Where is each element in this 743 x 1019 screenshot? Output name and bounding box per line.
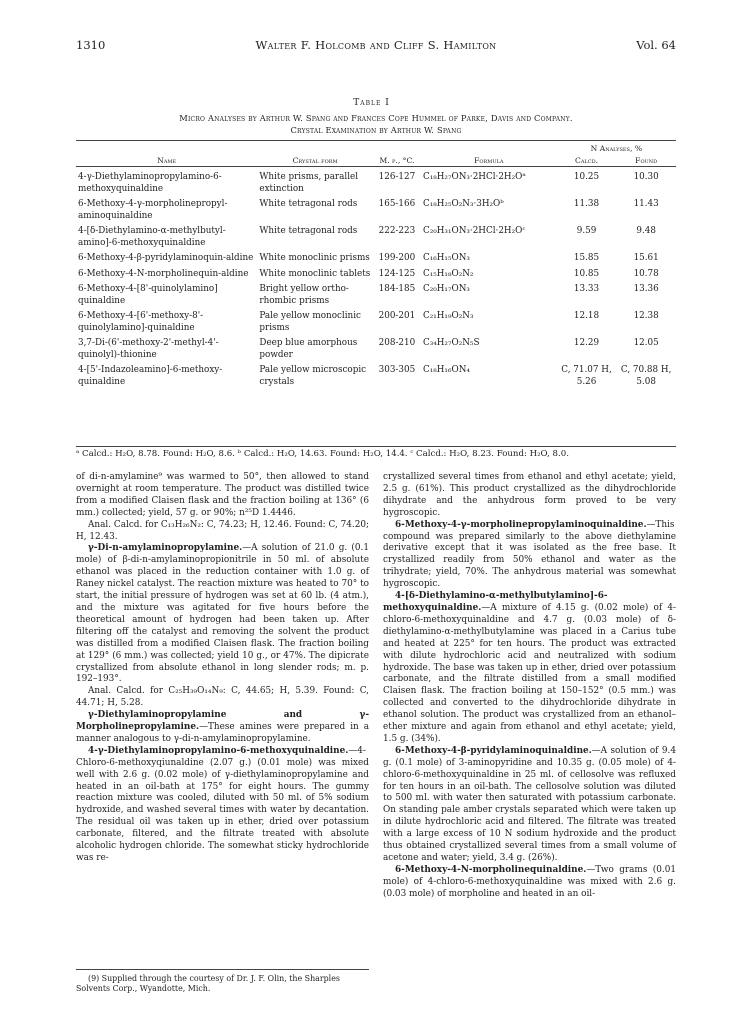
table-caption [76,112,676,136]
table-row [76,307,676,334]
cell-name: 6-Methoxy-4-[6'-methoxy-8'-quinolylamino]-quinaldine [78,311,204,333]
col-header-n-analyses: N Analyses, % [590,144,643,153]
running-header [76,38,676,54]
paragraph [76,746,369,865]
cell-found: 12.38 [633,311,659,321]
cell-name: 6-Methoxy-4-γ-morpholinepropyl-aminoquinaldine [78,199,228,221]
table-row [76,361,676,388]
cell-name: 4-[5'-Indazoleamino]-6-methoxy-quinaldine [78,365,223,387]
cell-crystal-form: White monoclinic prisms [259,253,370,263]
paragraph-text: of di-n-amylamine⁹ was warmed to 50°, then allowed to stand overnight at room temperature. The product was distilled twice from a modified Claisen flask and the fraction boiling at 136° (6 mm.) collected; yield, 57 g. or 90%; n²⁵D 1.4446. [76,472,369,518]
table-row [76,222,676,249]
analysis-table [76,140,676,388]
cell-found: 11.43 [633,199,659,209]
table-body [76,167,676,389]
paragraph [76,686,369,710]
paragraph-text: —A solution of 21.0 g. (0.1 mole) of β-di-n-amylaminopropionitrile in 50 ml. of absolute ethanol was placed in the reduction container with 1.0 g. of Raney nickel catalyst. The reaction mixture was heated to 70° to start, the initial pressure of hydrogen was set at 60 lb. (4 atm.), and the mixture was agitated for five hours before the theoretical amount of hydrogen had been taken up. After filtering off the catalyst and removing the solvent the product was distilled from a modified Claisen flask. The fraction boiling at 129° (6 mm.) was collected; yield 10 g., or 47%. The dipicrate crystallized from absolute ethanol in long slender rods; m. p. 192–193°. [76,543,369,685]
cell-found: C, 70.88 H, 5.08 [620,365,672,387]
paragraph-text: —4-Chloro-6-methoxyqiunaldine (2.07 g.) (0.01 mole) was mixed well with 2.6 g. (0.02 mole) of γ-diethylaminopropylamine and heated in an oil-bath at 175° for eight hours. The gummy reaction mixture was cooled, diluted with 50 ml. of 5% sodium hydroxide, and washed several times with water by decantation. The residual oil was taken up in ether, dried over potassium carbonate, filtered, and the filtrate treated with absolute alcoholic hydrogen chloride. The somewhat sticky hydrochloride was re- [76,745,369,863]
paragraph-text: —A solution of 9.4 g. (0.1 mole) of 3-aminopyridine and 10.35 g. (0.05 mole) of 4-chloro-6-methoxyquinaldine in 25 ml. of cellosolve was refluxed for ten hours in an oil-bath. The cellosolve solution was diluted to 500 ml. with water then saturated with potassium carbonate. On standing pale amber crystals separated which were taken up in dilute hydrochloric acid and filtered. The filtrate was treated with a large excess of 10 N sodium hydroxide and the product thus obtained crystallized several times from a small volume of acetone and water; yield, 3.4 g. (26%). [383,745,676,863]
page-footnote: (9) Supplied through the courtesy of Dr. J. F. Olin, the Sharples Solvents Corp., Wyandotte, Mich. [76,969,369,994]
paragraph [76,543,369,686]
cell-formula: C₁₆H₁₅ON₃ [422,253,470,263]
cell-calcd: C, 71.07 H, 5.26 [561,365,612,387]
cell-crystal-form: Pale yellow monoclinic prisms [259,311,361,333]
cell-calcd: 9.59 [576,226,597,236]
section-heading: 6-Methoxy-4-γ-morpholinepropylaminoquinaldine. [395,519,647,530]
cell-found: 15.61 [633,253,659,263]
section-heading: γ-Diethylaminopropylamine and γ-Morpholinepropylamine. [76,710,369,733]
col-header-found: Found [635,155,658,165]
cell-melting-point: 126-127 [378,172,416,182]
cell-calcd: 12.29 [573,338,600,348]
section-heading: γ-Di-n-amylaminopropylamine. [88,543,243,554]
cell-crystal-form: White tetragonal rods [259,199,358,209]
cell-melting-point: 222-223 [378,226,416,236]
paragraph [383,746,676,865]
cell-formula: C₃₄H₂₇O₂N₅S [422,338,480,348]
cell-crystal-form: White prisms, parallel extinction [259,172,359,194]
table-footnote: ᵃ Calcd.: H₂O, 8.78. Found: H₂O, 8.6. ᵇ Calcd.: H₂O, 14.63. Found: H₂O, 14.4. ᶜ Calcd.: H₂O, 8.23. Found: H₂O, 8.0. [76,446,676,461]
cell-formula: C₁₈H₂₇ON₃·2HCl·2H₂Oᵃ [422,172,526,182]
cell-name: 4-[δ-Diethylamino-α-methylbutyl-amino]-6-methoxyquinaldine [78,226,226,248]
table-row [76,195,676,222]
cell-formula: C₂₀H₁₇ON₃ [422,284,470,294]
section-heading: 6-Methoxy-4-N-morpholinequinaldine. [395,864,587,875]
cell-crystal-form: White tetragonal rods [259,226,358,236]
paragraph-text: —Two grams (0.01 mole) of 4-chloro-6-methoxyquinaldine was mixed with 2.6 g. (0.03 mole) of morpholine and heated in an oil- [383,864,676,899]
table-header [76,141,676,167]
section-heading: 4-γ-Diethylaminopropylamino-6-methoxyquinaldine. [88,745,349,756]
cell-found: 12.05 [633,338,659,348]
paragraph-text: —These amines were prepared in a manner analogous to γ-di-n-amylaminopropylamine. [76,722,369,744]
cell-found: 10.30 [633,172,659,182]
cell-calcd: 10.25 [573,172,600,182]
cell-name: 3,7-Di-(6'-methoxy-2'-methyl-4'-quinolyl)-thionine [78,338,219,360]
col-header-mp: M. p., °C. [379,155,415,165]
cell-melting-point: 184-185 [378,284,416,294]
cell-melting-point: 303-305 [378,365,416,375]
table-row [76,249,676,265]
table-row [76,265,676,281]
cell-melting-point: 199-200 [378,253,416,263]
cell-melting-point: 124-125 [378,268,416,279]
cell-formula: C₁₈H₂₅O₂N₃·3H₂Oᵇ [422,199,504,209]
page-number: 1310 [76,38,106,52]
left-column [76,472,369,865]
paragraph [383,591,676,746]
cell-calcd: 13.33 [573,284,600,294]
cell-formula: C₂₁H₁₉O₂N₃ [422,311,474,321]
cell-melting-point: 208-210 [378,338,416,348]
paragraph-text: Anal. Calcd. for C₂₅H₃₉O₁₄N₉: C, 44.65; H, 5.39. Found: C, 44.71; H, 5.28. [76,686,369,709]
cell-name: 6-Methoxy-4-N-morpholinequin-aldine [78,268,249,279]
table-caption-line: Crystal Examination by Arthur W. Spang [290,125,462,135]
table-caption-line: Micro Analyses by Arthur W. Spang and Frances Cope Hummel of Parke, Davis and Company. [179,113,573,123]
cell-formula: C₁₈H₁₆ON₄ [422,365,470,375]
col-header-calcd: Calcd. [575,155,599,165]
volume-number: Vol. 64 [636,38,676,52]
cell-calcd: 10.85 [573,268,600,279]
cell-name: 6-Methoxy-4-[8'-quinolylamino] quinaldine [78,284,218,306]
cell-melting-point: 165-166 [378,199,416,209]
cell-crystal-form: Bright yellow ortho-rhombic prisms [259,284,349,306]
paragraph [383,472,676,520]
cell-crystal-form: Deep blue amorphous powder [259,338,358,360]
table-label: Table I [353,98,390,108]
cell-calcd: 12.18 [573,311,600,321]
paragraph-text: —This compound was prepared similarly to the above diethylamine derivative except that it was isolated as the free base. It crystallized readily from 50% ethanol and water as the trihydrate; yield, 70%. The anhydrous material was somewhat hygroscopic. [383,519,676,590]
col-header-formula: Formula [474,155,504,165]
section-heading: 4-[δ-Diethylamino-α-methylbutylamino]-6-methoxyquinaldine. [383,591,608,613]
table-row [76,280,676,307]
paragraph [383,520,676,591]
cell-formula: C₂₀H₃₁ON₃·2HCl·2H₂Oᶜ [422,226,526,236]
cell-calcd: 11.38 [573,199,600,209]
cell-name: 4-γ-Diethylaminopropylamino-6-methoxyquinaldine [78,172,222,194]
cell-formula: C₁₅H₁₈O₂N₂ [422,268,474,279]
paragraph [76,520,369,544]
cell-found: 13.36 [633,284,659,294]
col-header-crystal: Crystal form [292,155,338,165]
cell-crystal-form: Pale yellow microscopic crystals [259,365,367,387]
cell-found: 10.78 [633,268,659,279]
section-heading: 6-Methoxy-4-β-pyridylaminoquinaldine. [395,745,592,756]
paragraph [76,472,369,520]
cell-name: 6-Methoxy-4-β-pyridylaminoquin-aldine [78,253,254,263]
cell-melting-point: 200-201 [378,311,416,321]
table-row [76,167,676,196]
cell-calcd: 15.85 [573,253,600,263]
paragraph-text: —A mixture of 4.15 g. (0.02 mole) of 4-chloro-6-methoxyquinaldine and 4.7 g. (0.03 mole) of δ-diethylamino-α-methylbutylamine was placed in a Carius tube and heated at 225° for ten hours. The product was extracted with dilute hydrochloric acid and neutralized with sodium hydroxide. The base was taken up in ether, dried over potassium carbonate, and the filtrate distilled from a small modified Claisen flask. The fraction boiling at 150–152° (0.5 mm.) was collected and converted to the dihydrochloride dihydrate in ethanol solution. The product was crystallized from an ethanol–ether mixture and again from ethanol and ethyl acetate; yield, 1.5 g. (34%). [383,602,676,744]
running-title: Walter F. Holcomb and Cliff S. Hamilton [255,38,497,52]
table-row [76,334,676,361]
right-column [383,472,676,901]
cell-crystal-form: White monoclinic tablets [259,268,371,279]
cell-found: 9.48 [636,226,656,236]
paragraph [383,865,676,901]
paragraph-text: Anal. Calcd. for C₁₃H₂₆N₂: C, 74.23; H, 12.46. Found: C, 74.20; H, 12.43. [76,519,369,542]
paragraph [76,710,369,746]
col-header-name: Name [157,155,177,165]
paragraph-text: crystallized several times from ethanol and ethyl acetate; yield, 2.5 g. (61%). This product crystallized as the dihydrochloride dihydrate and the anhydrous form proved to be very hygroscopic. [383,472,676,518]
